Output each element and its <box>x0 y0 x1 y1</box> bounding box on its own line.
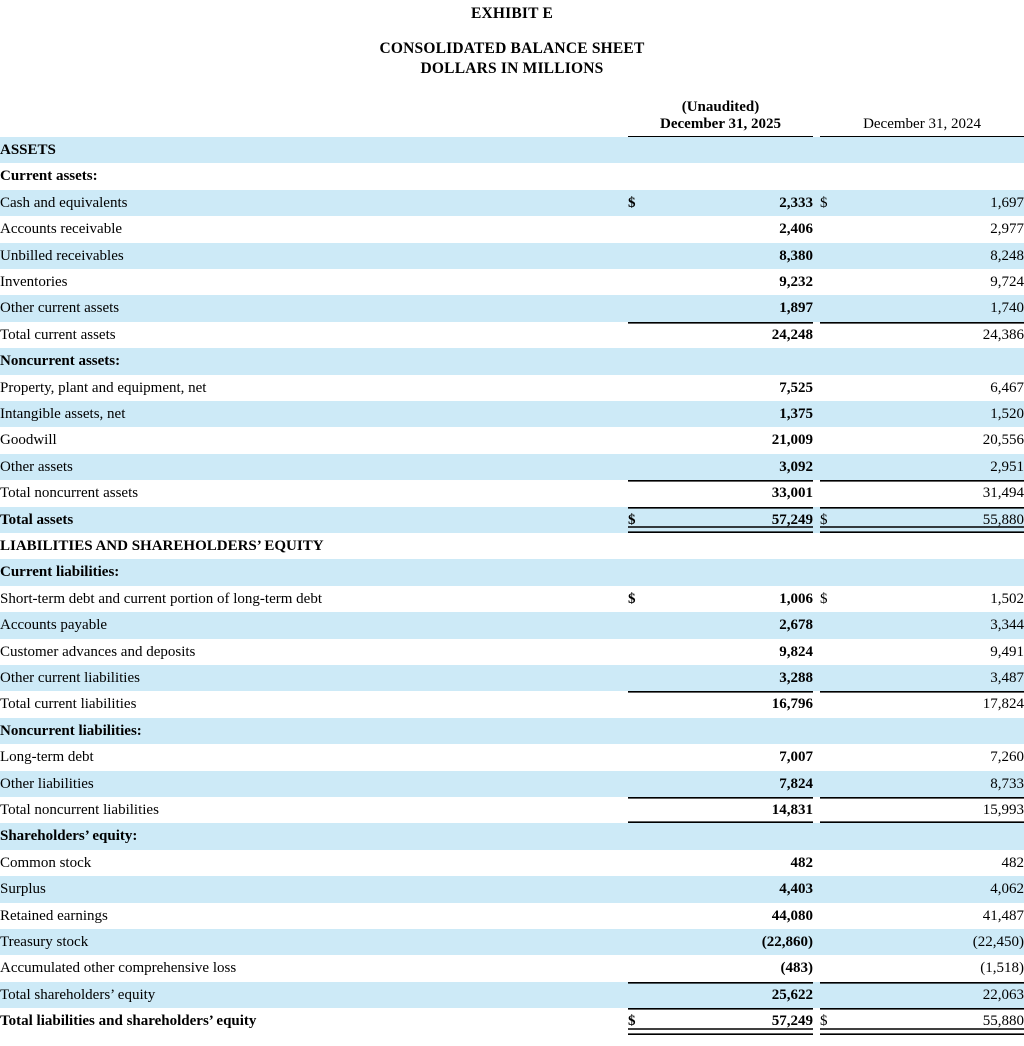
value-current-period: 482 <box>790 854 813 871</box>
value-current-period: 14,831 <box>650 797 813 823</box>
row-label: Accumulated other comprehensive loss <box>0 960 237 977</box>
currency-symbol-current <box>628 797 650 823</box>
currency-symbol-prior <box>820 480 842 506</box>
currency-symbol-current <box>628 401 650 427</box>
currency-symbol-current <box>628 691 650 717</box>
table-row <box>0 295 1024 321</box>
table-row <box>0 929 1024 955</box>
currency-symbol-current <box>628 533 650 559</box>
document-title-block <box>0 0 1024 77</box>
currency-symbol-current <box>628 718 650 744</box>
value-current-period <box>650 348 813 374</box>
table-row <box>0 401 1024 427</box>
currency-symbol-prior <box>820 639 842 665</box>
value-current-period <box>650 823 813 849</box>
value-current-period: 4,403 <box>650 876 813 902</box>
table-row <box>0 665 1024 691</box>
currency-symbol-current <box>628 612 650 638</box>
table-row <box>0 982 1024 1008</box>
value-prior-period: 2,951 <box>842 454 1024 480</box>
currency-symbol-current <box>628 823 650 849</box>
current-period-label: December 31, 2025 <box>660 116 781 133</box>
table-row <box>0 507 1024 533</box>
value-current-period: 1,375 <box>650 401 813 427</box>
column-gap <box>813 427 820 453</box>
currency-symbol-prior <box>820 427 842 453</box>
value-prior-period: (22,450) <box>842 929 1024 955</box>
value-prior-period: 9,724 <box>990 273 1024 290</box>
table-row <box>0 480 1024 506</box>
currency-symbol-current <box>628 771 650 797</box>
currency-symbol-prior <box>820 876 842 902</box>
page-title: CONSOLIDATED BALANCE SHEET <box>379 39 645 57</box>
table-row <box>0 322 1024 348</box>
column-gap <box>813 1008 820 1034</box>
currency-symbol-prior <box>820 797 842 823</box>
table-row <box>0 1008 1024 1034</box>
value-prior-period <box>842 163 1024 189</box>
currency-symbol-prior <box>820 559 842 585</box>
column-gap <box>813 480 820 506</box>
table-row <box>0 375 1024 401</box>
column-gap <box>813 982 820 1008</box>
column-gap <box>813 665 820 691</box>
table-header-row <box>0 99 1024 137</box>
table-row <box>0 639 1024 665</box>
column-gap <box>813 322 820 348</box>
currency-symbol-current <box>628 903 650 929</box>
column-gap <box>813 586 820 612</box>
column-gap <box>813 269 820 295</box>
value-prior-period: 6,467 <box>990 379 1024 396</box>
value-prior-period: 15,993 <box>842 797 1024 823</box>
value-current-period: 7,007 <box>779 749 813 766</box>
value-current-period: 3,288 <box>650 665 813 691</box>
value-prior-period: 8,733 <box>842 771 1024 797</box>
column-gap <box>813 850 820 876</box>
currency-symbol-prior <box>820 216 842 242</box>
row-label: Total noncurrent liabilities <box>0 802 159 819</box>
currency-symbol-current: $ <box>628 590 636 607</box>
currency-symbol-current <box>628 348 650 374</box>
row-label: Total assets <box>0 507 628 533</box>
value-current-period: 1,006 <box>779 590 813 607</box>
value-current-period <box>650 718 813 744</box>
value-prior-period: 55,880 <box>842 1008 1024 1034</box>
table-row <box>0 348 1024 374</box>
row-label: Long-term debt <box>0 749 94 766</box>
value-prior-period <box>842 348 1024 374</box>
row-label: Other liabilities <box>0 771 628 797</box>
table-row <box>0 612 1024 638</box>
column-gap <box>813 744 820 770</box>
value-prior-period: 1,740 <box>842 295 1024 321</box>
currency-symbol-prior: $ <box>820 590 828 607</box>
row-label: Total current liabilities <box>0 696 137 713</box>
value-prior-period: 20,556 <box>982 432 1024 449</box>
prior-period-label: December 31, 2024 <box>863 116 981 133</box>
currency-symbol-prior <box>820 982 842 1008</box>
table-row <box>0 744 1024 770</box>
value-current-period: 25,622 <box>650 982 813 1008</box>
column-gap <box>813 190 820 216</box>
row-label: Unbilled receivables <box>0 243 628 269</box>
value-prior-period: 3,344 <box>842 612 1024 638</box>
value-current-period: (22,860) <box>650 929 813 955</box>
row-label: Surplus <box>0 876 628 902</box>
value-prior-period: 8,248 <box>842 243 1024 269</box>
column-gap <box>813 876 820 902</box>
currency-symbol-prior <box>820 903 842 929</box>
column-gap <box>813 295 820 321</box>
currency-symbol-prior <box>820 375 842 401</box>
value-prior-period: (1,518) <box>980 960 1024 977</box>
value-prior-period: 17,824 <box>842 691 1024 717</box>
table-row <box>0 243 1024 269</box>
unaudited-note: (Unaudited) <box>681 98 760 115</box>
row-label: Current assets: <box>0 168 98 185</box>
row-label: Inventories <box>0 273 68 290</box>
row-label: Noncurrent assets: <box>0 348 628 374</box>
currency-symbol-current <box>628 216 650 242</box>
table-row <box>0 137 1024 163</box>
row-label: Retained earnings <box>0 907 108 924</box>
value-current-period: 8,380 <box>650 243 813 269</box>
header-prior-period <box>820 99 1024 137</box>
currency-symbol-prior <box>820 322 842 348</box>
value-current-period <box>650 163 813 189</box>
currency-symbol-current <box>628 427 650 453</box>
value-current-period <box>650 137 813 163</box>
row-label: ASSETS <box>0 137 628 163</box>
value-prior-period: 2,977 <box>990 221 1024 238</box>
value-prior-period: 1,697 <box>842 190 1024 216</box>
value-current-period: 16,796 <box>650 691 813 717</box>
column-gap <box>813 955 820 981</box>
row-label: Noncurrent liabilities: <box>0 718 628 744</box>
row-label: Accounts payable <box>0 612 628 638</box>
row-label: Cash and equivalents <box>0 190 628 216</box>
column-gap <box>813 163 820 189</box>
row-label: Accounts receivable <box>0 221 123 238</box>
value-prior-period <box>842 823 1024 849</box>
value-prior-period: 9,491 <box>990 643 1024 660</box>
currency-symbol-current <box>628 639 650 665</box>
currency-symbol-prior <box>820 612 842 638</box>
currency-symbol-current <box>628 269 650 295</box>
currency-symbol-prior <box>820 691 842 717</box>
currency-symbol-current <box>628 480 650 506</box>
header-spacer <box>0 99 628 137</box>
table-row <box>0 427 1024 453</box>
currency-symbol-current <box>628 665 650 691</box>
column-gap <box>813 718 820 744</box>
currency-symbol-current <box>628 322 650 348</box>
column-gap <box>813 929 820 955</box>
table-row <box>0 876 1024 902</box>
currency-symbol-current <box>628 243 650 269</box>
currency-symbol-prior <box>820 454 842 480</box>
currency-symbol-current: $ <box>628 507 650 533</box>
value-prior-period: 1,502 <box>990 590 1024 607</box>
table-row <box>0 797 1024 823</box>
column-gap <box>813 454 820 480</box>
table-row <box>0 771 1024 797</box>
value-prior-period: 24,386 <box>842 322 1024 348</box>
currency-symbol-prior <box>820 665 842 691</box>
table-row <box>0 559 1024 585</box>
value-prior-period <box>842 533 1024 559</box>
currency-symbol-current <box>628 876 650 902</box>
currency-symbol-current <box>628 955 650 981</box>
column-gap <box>813 401 820 427</box>
header-gap <box>813 99 820 137</box>
column-gap <box>813 507 820 533</box>
row-label: Other assets <box>0 454 628 480</box>
table-row <box>0 718 1024 744</box>
column-gap <box>813 823 820 849</box>
balance-sheet-table <box>0 99 1024 1035</box>
value-current-period: 24,248 <box>650 322 813 348</box>
currency-symbol-prior <box>820 243 842 269</box>
table-row <box>0 163 1024 189</box>
row-label: Shareholders’ equity: <box>0 823 628 849</box>
row-label: Customer advances and deposits <box>0 643 196 660</box>
table-row <box>0 190 1024 216</box>
value-current-period: (483) <box>780 960 813 977</box>
row-label: Short-term debt and current portion of long-term debt <box>0 590 322 607</box>
row-label: Property, plant and equipment, net <box>0 379 207 396</box>
value-prior-period: 41,487 <box>982 907 1024 924</box>
column-gap <box>813 348 820 374</box>
value-current-period: 9,232 <box>779 273 813 290</box>
units-label: DOLLARS IN MILLIONS <box>420 60 604 77</box>
currency-symbol-prior <box>820 850 842 876</box>
currency-symbol-current: $ <box>628 1008 650 1034</box>
value-current-period: 2,406 <box>779 221 813 238</box>
value-current-period: 1,897 <box>650 295 813 321</box>
row-label: Total current assets <box>0 326 116 343</box>
currency-symbol-current <box>628 295 650 321</box>
row-label: Total shareholders’ equity <box>0 982 628 1008</box>
column-gap <box>813 639 820 665</box>
value-prior-period: 4,062 <box>842 876 1024 902</box>
column-gap <box>813 533 820 559</box>
currency-symbol-prior <box>820 401 842 427</box>
column-gap <box>813 559 820 585</box>
column-gap <box>813 691 820 717</box>
value-prior-period <box>842 559 1024 585</box>
currency-symbol-current <box>628 850 650 876</box>
currency-symbol-current <box>628 929 650 955</box>
table-row <box>0 454 1024 480</box>
column-gap <box>813 797 820 823</box>
currency-symbol-prior: $ <box>820 1008 842 1034</box>
value-prior-period: 7,260 <box>990 749 1024 766</box>
column-gap <box>813 903 820 929</box>
table-row <box>0 955 1024 981</box>
table-row <box>0 691 1024 717</box>
value-prior-period: 482 <box>1001 854 1024 871</box>
value-current-period: 44,080 <box>771 907 813 924</box>
table-row <box>0 586 1024 612</box>
header-current-period <box>628 99 813 137</box>
currency-symbol-prior <box>820 823 842 849</box>
currency-symbol-prior <box>820 137 842 163</box>
row-label: Total noncurrent assets <box>0 485 139 502</box>
currency-symbol-current <box>628 744 650 770</box>
currency-symbol-current <box>628 982 650 1008</box>
value-current-period <box>650 559 813 585</box>
currency-symbol-prior <box>820 744 842 770</box>
currency-symbol-prior <box>820 163 842 189</box>
column-gap <box>813 375 820 401</box>
value-current-period: 2,333 <box>650 190 813 216</box>
table-row <box>0 903 1024 929</box>
column-gap <box>813 243 820 269</box>
row-label: Total liabilities and shareholders’ equity <box>0 1013 257 1030</box>
table-row <box>0 850 1024 876</box>
currency-symbol-current <box>628 163 650 189</box>
row-label: Common stock <box>0 854 92 871</box>
value-current-period: 3,092 <box>650 454 813 480</box>
value-current-period: 57,249 <box>650 507 813 533</box>
value-current-period: 9,824 <box>779 643 813 660</box>
currency-symbol-current <box>628 454 650 480</box>
row-label: Other current assets <box>0 295 628 321</box>
value-prior-period: 55,880 <box>842 507 1024 533</box>
value-current-period <box>650 533 813 559</box>
row-label: LIABILITIES AND SHAREHOLDERS’ EQUITY <box>0 537 324 554</box>
value-current-period: 57,249 <box>650 1008 813 1034</box>
row-label: Treasury stock <box>0 929 628 955</box>
exhibit-label: EXHIBIT E <box>470 5 554 22</box>
currency-symbol-prior <box>820 771 842 797</box>
value-prior-period: 22,063 <box>842 982 1024 1008</box>
column-gap <box>813 137 820 163</box>
value-current-period: 33,001 <box>650 480 813 506</box>
currency-symbol-prior <box>820 533 842 559</box>
table-row <box>0 823 1024 849</box>
row-label: Goodwill <box>0 432 57 449</box>
currency-symbol-current <box>628 137 650 163</box>
table-row <box>0 216 1024 242</box>
value-current-period: 21,009 <box>771 432 813 449</box>
value-prior-period <box>842 718 1024 744</box>
table-row <box>0 533 1024 559</box>
currency-symbol-prior <box>820 295 842 321</box>
currency-symbol-prior <box>820 269 842 295</box>
currency-symbol-current: $ <box>628 190 650 216</box>
row-label: Intangible assets, net <box>0 401 628 427</box>
value-prior-period: 31,494 <box>842 480 1024 506</box>
row-label: Current liabilities: <box>0 559 628 585</box>
currency-symbol-prior <box>820 718 842 744</box>
value-current-period: 7,824 <box>650 771 813 797</box>
row-label: Other current liabilities <box>0 665 628 691</box>
value-current-period: 2,678 <box>650 612 813 638</box>
column-gap <box>813 612 820 638</box>
table-row <box>0 269 1024 295</box>
currency-symbol-prior: $ <box>820 190 842 216</box>
value-prior-period: 3,487 <box>842 665 1024 691</box>
currency-symbol-prior: $ <box>820 507 842 533</box>
column-gap <box>813 771 820 797</box>
value-current-period: 7,525 <box>779 379 813 396</box>
value-prior-period <box>842 137 1024 163</box>
currency-symbol-prior <box>820 955 842 981</box>
value-prior-period: 1,520 <box>842 401 1024 427</box>
column-gap <box>813 216 820 242</box>
currency-symbol-current <box>628 375 650 401</box>
currency-symbol-prior <box>820 348 842 374</box>
currency-symbol-prior <box>820 929 842 955</box>
currency-symbol-current <box>628 559 650 585</box>
